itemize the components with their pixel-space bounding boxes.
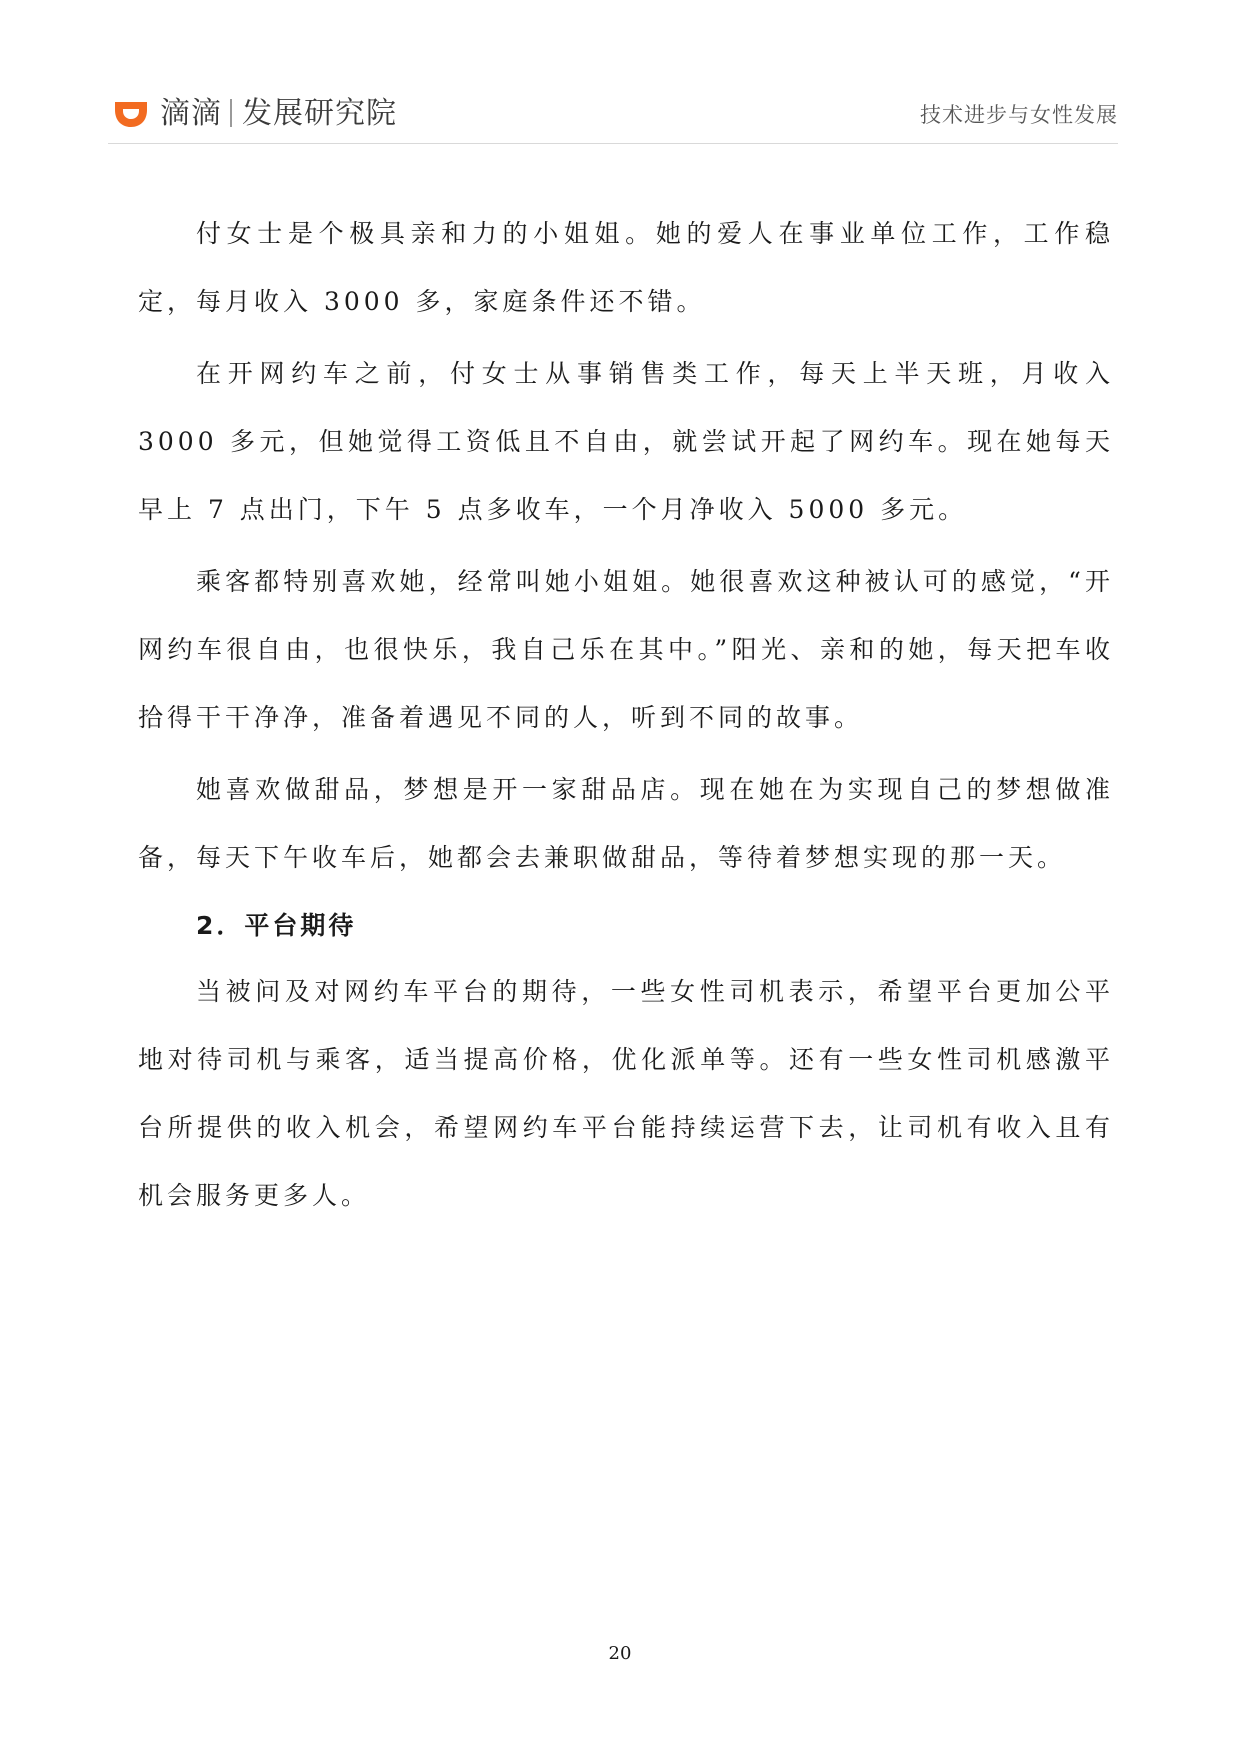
paragraph: 在开网约车之前，付女士从事销售类工作，每天上半天班，月收入 3000 多元，但她觉得工资低且不自由，就尝试开起了网约车。现在她每天早上 7 点出门，下午 5 点多收车，一个月净收入 5000 多元。 (138, 359, 1114, 524)
document-body (138, 200, 1114, 1234)
paragraph: 当被问及对网约车平台的期待，一些女性司机表示，希望平台更加公平地对待司机与乘客，适当提高价格，优化派单等。还有一些女性司机感激平台所提供的收入机会，希望网约车平台能持续运营下去，让司机有收入且有机会服务更多人。 (138, 977, 1114, 1210)
brand-wordmark (160, 94, 397, 134)
report-title: 技术进步与女性发展 (920, 103, 1118, 127)
paragraph: 她喜欢做甜品，梦想是开一家甜品店。现在她在为实现自己的梦想做准备，每天下午收车后，她都会去兼职做甜品，等待着梦想实现的那一天。 (138, 775, 1114, 872)
didi-logo-icon (112, 98, 150, 130)
page-number: 20 (608, 1643, 632, 1664)
header-divider (108, 143, 1118, 144)
institute-name: 发展研究院 (242, 96, 397, 131)
page-header (108, 92, 1118, 142)
section-heading: 2．平台期待 (196, 911, 357, 940)
paragraph: 乘客都特别喜欢她，经常叫她小姐姐。她很喜欢这种被认可的感觉，“开网约车很自由，也很快乐，我自己乐在其中。”阳光、亲和的她，每天把车收拾得干干净净，准备着遇见不同的人，听到不同的故事。 (138, 567, 1114, 732)
brand-name: 滴滴 (160, 96, 222, 131)
brand-divider (230, 99, 232, 127)
paragraph: 付女士是个极具亲和力的小姐姐。她的爱人在事业单位工作，工作稳定，每月收入 3000 多，家庭条件还不错。 (138, 219, 1114, 316)
